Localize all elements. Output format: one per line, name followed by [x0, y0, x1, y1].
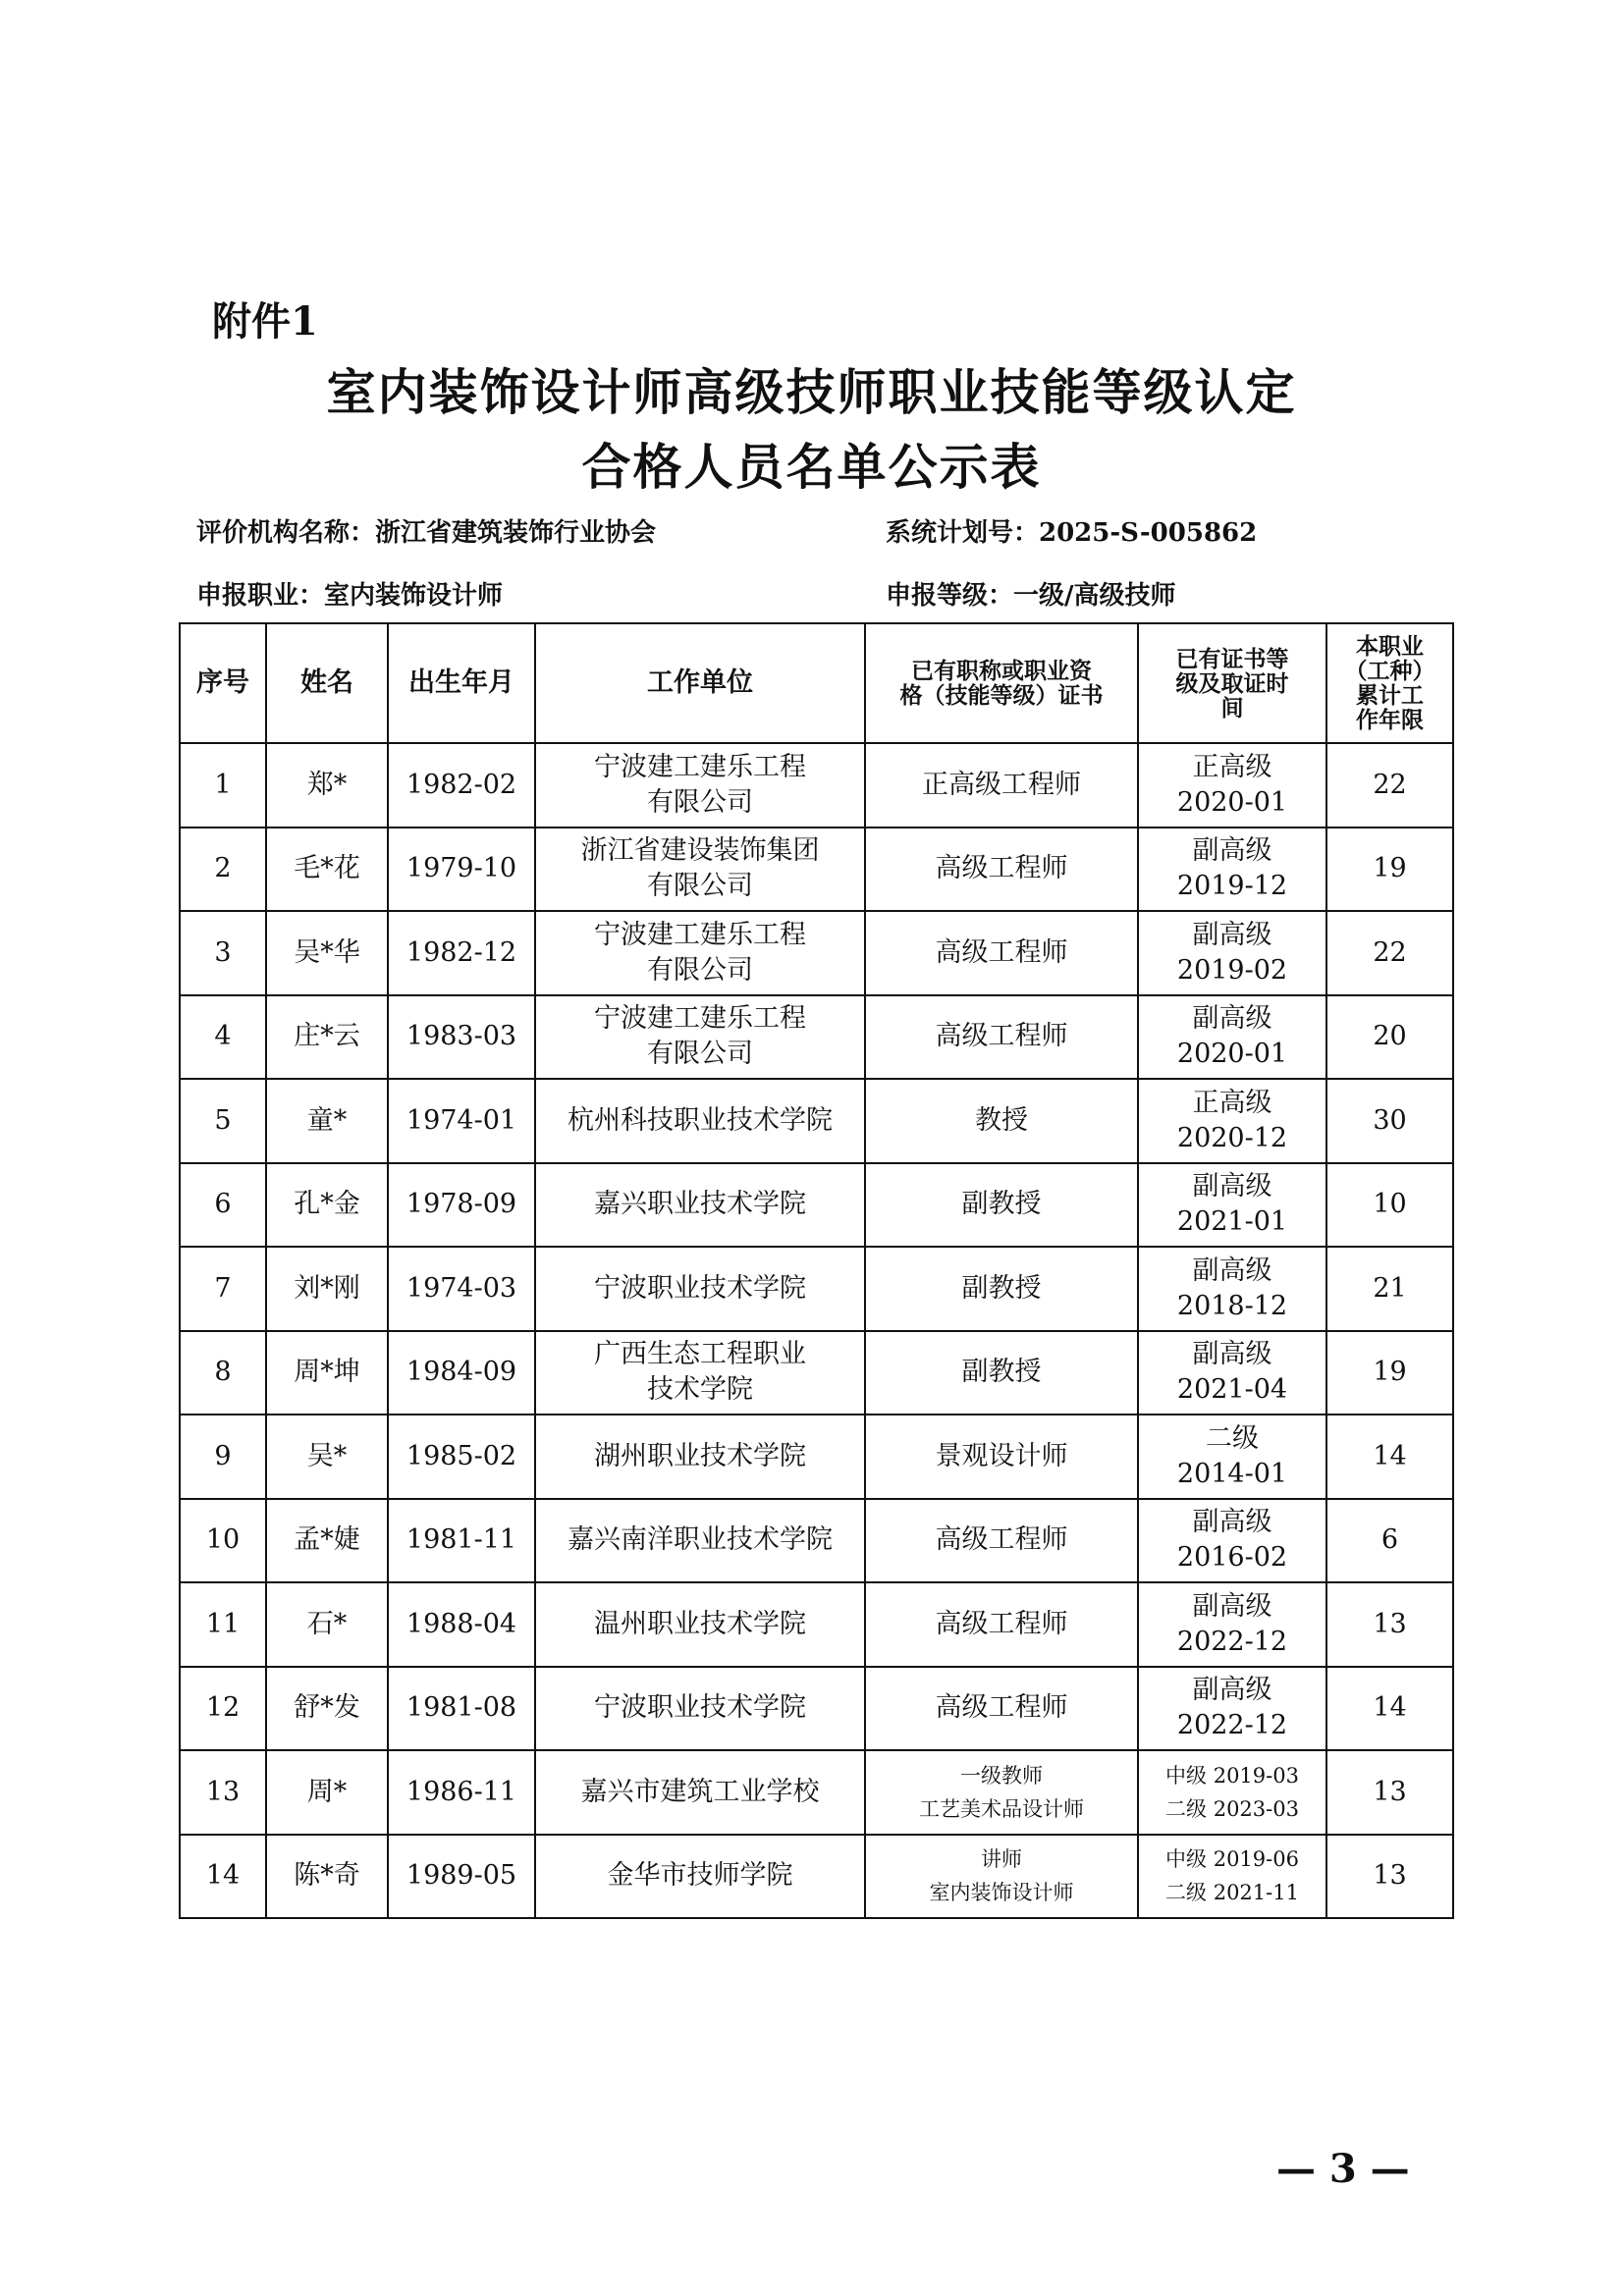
table-row — [180, 1163, 1453, 1248]
cell-cert-level-date: 中级 2019-03 二级 2023-03 — [1138, 1750, 1326, 1835]
cell-work-years: 14 — [1326, 1667, 1453, 1751]
cell-existing-cert: 副教授 — [865, 1247, 1138, 1331]
cell-birth: 1982-02 — [388, 743, 535, 828]
page-number: — 3 — — [1276, 2146, 1410, 2192]
cell-cert-level-date: 副高级 2018-12 — [1138, 1247, 1326, 1331]
title-line-2: 合格人员名单公示表 — [581, 438, 1042, 496]
cell-name: 孔*金 — [266, 1163, 388, 1248]
attachment-label: 附件1 — [212, 298, 318, 345]
cell-name: 舒*发 — [266, 1667, 388, 1751]
table-row — [180, 1499, 1453, 1583]
cell-no: 9 — [180, 1415, 266, 1499]
plan-number: 系统计划号：2025-S-005862 — [886, 518, 1258, 548]
cell-name: 周* — [266, 1750, 388, 1835]
cell-cert-level-date: 副高级 2021-01 — [1138, 1163, 1326, 1248]
cell-birth: 1985-02 — [388, 1415, 535, 1499]
cell-no: 10 — [180, 1499, 266, 1583]
declared-occupation: 申报职业：室内装饰设计师 — [196, 581, 504, 611]
cell-existing-cert: 高级工程师 — [865, 911, 1138, 995]
cell-work-unit: 宁波职业技术学院 — [535, 1667, 865, 1751]
cell-no: 5 — [180, 1079, 266, 1163]
cell-work-unit: 浙江省建设装饰集团 有限公司 — [535, 828, 865, 912]
cell-existing-cert: 高级工程师 — [865, 828, 1138, 912]
cell-no: 8 — [180, 1331, 266, 1415]
table-row — [180, 1835, 1453, 1919]
cell-name: 吴*华 — [266, 911, 388, 995]
cell-birth: 1981-08 — [388, 1667, 535, 1751]
cell-cert-level-date: 副高级 2020-01 — [1138, 995, 1326, 1080]
cell-birth: 1974-01 — [388, 1079, 535, 1163]
cell-birth: 1984-09 — [388, 1331, 535, 1415]
cell-work-years: 20 — [1326, 995, 1453, 1080]
table-row — [180, 1750, 1453, 1835]
cell-cert-level-date: 中级 2019-06 二级 2021-11 — [1138, 1835, 1326, 1919]
table-header-row — [180, 623, 1453, 743]
cell-birth: 1988-04 — [388, 1582, 535, 1667]
table-row — [180, 1667, 1453, 1751]
cell-cert-level-date: 副高级 2022-12 — [1138, 1582, 1326, 1667]
cell-name: 吴* — [266, 1415, 388, 1499]
cell-no: 11 — [180, 1582, 266, 1667]
cell-no: 1 — [180, 743, 266, 828]
table-row — [180, 1415, 1453, 1499]
cell-work-years: 10 — [1326, 1163, 1453, 1248]
cell-work-unit: 宁波职业技术学院 — [535, 1247, 865, 1331]
cell-existing-cert: 副教授 — [865, 1163, 1138, 1248]
cell-name: 毛*花 — [266, 828, 388, 912]
cell-name: 周*坤 — [266, 1331, 388, 1415]
cell-work-unit: 嘉兴南洋职业技术学院 — [535, 1499, 865, 1583]
cell-work-unit: 湖州职业技术学院 — [535, 1415, 865, 1499]
header-existing-cert: 已有职称或职业资 格（技能等级）证书 — [865, 623, 1138, 743]
cell-name: 孟*婕 — [266, 1499, 388, 1583]
table-row — [180, 1331, 1453, 1415]
cell-name: 陈*奇 — [266, 1835, 388, 1919]
cell-existing-cert: 景观设计师 — [865, 1415, 1138, 1499]
cell-birth: 1981-11 — [388, 1499, 535, 1583]
cell-work-years: 22 — [1326, 743, 1453, 828]
header-cert-level-date: 已有证书等 级及取证时 间 — [1138, 623, 1326, 743]
cell-no: 14 — [180, 1835, 266, 1919]
table-row — [180, 911, 1453, 995]
cell-no: 4 — [180, 995, 266, 1080]
cell-work-years: 22 — [1326, 911, 1453, 995]
evaluation-org: 评价机构名称：浙江省建筑装饰行业协会 — [196, 518, 657, 548]
cell-no: 7 — [180, 1247, 266, 1331]
header-work-unit: 工作单位 — [535, 623, 865, 743]
table-row — [180, 1079, 1453, 1163]
header-name: 姓名 — [266, 623, 388, 743]
cell-existing-cert: 高级工程师 — [865, 1582, 1138, 1667]
cell-work-years: 19 — [1326, 1331, 1453, 1415]
cell-work-years: 21 — [1326, 1247, 1453, 1331]
cell-cert-level-date: 正高级 2020-01 — [1138, 743, 1326, 828]
cell-cert-level-date: 副高级 2019-12 — [1138, 828, 1326, 912]
cell-work-unit: 宁波建工建乐工程 有限公司 — [535, 995, 865, 1080]
cell-name: 童* — [266, 1079, 388, 1163]
cell-existing-cert: 高级工程师 — [865, 1499, 1138, 1583]
cell-existing-cert: 高级工程师 — [865, 995, 1138, 1080]
cell-birth: 1989-05 — [388, 1835, 535, 1919]
cell-cert-level-date: 副高级 2022-12 — [1138, 1667, 1326, 1751]
cell-work-years: 19 — [1326, 828, 1453, 912]
cell-work-unit: 温州职业技术学院 — [535, 1582, 865, 1667]
table-row — [180, 995, 1453, 1080]
cell-cert-level-date: 正高级 2020-12 — [1138, 1079, 1326, 1163]
cell-existing-cert: 正高级工程师 — [865, 743, 1138, 828]
cell-birth: 1986-11 — [388, 1750, 535, 1835]
declared-level: 申报等级：一级/高级技师 — [886, 581, 1176, 611]
qualified-personnel-table — [179, 622, 1454, 1919]
cell-birth: 1979-10 — [388, 828, 535, 912]
cell-work-unit: 杭州科技职业技术学院 — [535, 1079, 865, 1163]
cell-name: 郑* — [266, 743, 388, 828]
cell-no: 12 — [180, 1667, 266, 1751]
cell-work-years: 14 — [1326, 1415, 1453, 1499]
cell-cert-level-date: 副高级 2019-02 — [1138, 911, 1326, 995]
table-row — [180, 743, 1453, 828]
cell-existing-cert: 讲师 室内装饰设计师 — [865, 1835, 1138, 1919]
table-row — [180, 1247, 1453, 1331]
cell-cert-level-date: 副高级 2021-04 — [1138, 1331, 1326, 1415]
cell-existing-cert: 副教授 — [865, 1331, 1138, 1415]
cell-work-unit: 嘉兴市建筑工业学校 — [535, 1750, 865, 1835]
cell-work-years: 6 — [1326, 1499, 1453, 1583]
cell-work-unit: 金华市技师学院 — [535, 1835, 865, 1919]
cell-existing-cert: 一级教师 工艺美术品设计师 — [865, 1750, 1138, 1835]
header-birth: 出生年月 — [388, 623, 535, 743]
cell-no: 13 — [180, 1750, 266, 1835]
cell-work-years: 13 — [1326, 1750, 1453, 1835]
cell-work-unit: 嘉兴职业技术学院 — [535, 1163, 865, 1248]
cell-work-unit: 宁波建工建乐工程 有限公司 — [535, 911, 865, 995]
header-work-years: 本职业 （工种） 累计工 作年限 — [1326, 623, 1453, 743]
table-row — [180, 1582, 1453, 1667]
cell-birth: 1978-09 — [388, 1163, 535, 1248]
cell-work-years: 30 — [1326, 1079, 1453, 1163]
cell-work-years: 13 — [1326, 1582, 1453, 1667]
header-no: 序号 — [180, 623, 266, 743]
cell-work-unit: 广西生态工程职业 技术学院 — [535, 1331, 865, 1415]
cell-birth: 1983-03 — [388, 995, 535, 1080]
cell-cert-level-date: 副高级 2016-02 — [1138, 1499, 1326, 1583]
cell-work-unit: 宁波建工建乐工程 有限公司 — [535, 743, 865, 828]
cell-name: 庄*云 — [266, 995, 388, 1080]
cell-no: 2 — [180, 828, 266, 912]
table-row — [180, 828, 1453, 912]
cell-existing-cert: 高级工程师 — [865, 1667, 1138, 1751]
cell-no: 3 — [180, 911, 266, 995]
cell-name: 刘*刚 — [266, 1247, 388, 1331]
title-line-1: 室内装饰设计师高级技师职业技能等级认定 — [326, 363, 1297, 421]
cell-name: 石* — [266, 1582, 388, 1667]
cell-existing-cert: 教授 — [865, 1079, 1138, 1163]
cell-birth: 1974-03 — [388, 1247, 535, 1331]
cell-cert-level-date: 二级 2014-01 — [1138, 1415, 1326, 1499]
cell-birth: 1982-12 — [388, 911, 535, 995]
cell-work-years: 13 — [1326, 1835, 1453, 1919]
cell-no: 6 — [180, 1163, 266, 1248]
